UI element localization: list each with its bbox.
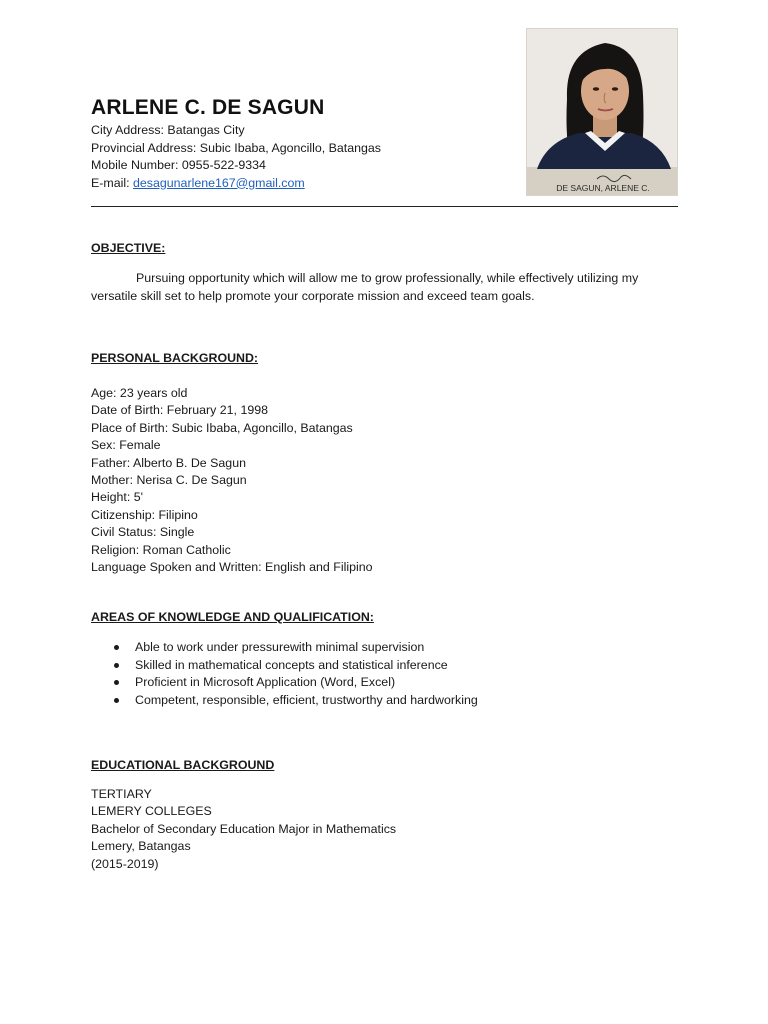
photo-caption: DE SAGUN, ARLENE C.	[556, 183, 650, 193]
education-level: TERTIARY	[91, 787, 152, 801]
email-label: E-mail:	[91, 175, 130, 190]
personal-civil-status: Civil Status: Single	[91, 525, 195, 540]
bullet-icon	[114, 645, 119, 650]
education-location: Lemery, Batangas	[91, 839, 191, 854]
personal-father: Father: Alberto B. De Sagun	[91, 455, 246, 470]
personal-age: Age: 23 years old	[91, 386, 188, 400]
list-item	[110, 657, 478, 675]
personal-birthplace: Place of Birth: Subic Ibaba, Agoncillo, Batangas	[91, 420, 353, 435]
list-item	[110, 692, 478, 710]
personal-sex: Sex: Female	[91, 438, 161, 453]
mobile-number: Mobile Number: 0955-522-9334	[91, 158, 266, 172]
applicant-name: ARLENE C. DE SAGUN	[91, 96, 325, 119]
qualifications-list	[110, 639, 478, 709]
objective-line-1: Pursuing opportunity which will allow me to grow professionally, while effectively utilizing my	[136, 271, 639, 285]
education-degree: Bachelor of Secondary Education Major in Mathematics	[91, 821, 397, 836]
provincial-address: Provincial Address: Subic Ibaba, Agoncillo, Batangas	[91, 140, 381, 155]
personal-citizenship: Citizenship: Filipino	[91, 507, 198, 522]
personal-height: Height: 5'	[91, 490, 143, 505]
bullet-icon	[114, 698, 119, 703]
personal-details	[91, 385, 373, 576]
personal-religion: Religion: Roman Catholic	[91, 542, 231, 557]
objective-heading: OBJECTIVE:	[91, 241, 166, 255]
education-years: (2015-2019)	[91, 856, 159, 871]
header-divider	[91, 206, 678, 207]
list-item	[110, 639, 478, 657]
portrait-image	[527, 29, 678, 196]
education-details	[91, 786, 396, 873]
qualification-text: Competent, responsible, efficient, trustworthy and hardworking	[135, 692, 478, 707]
education-school: LEMERY COLLEGES	[91, 804, 212, 819]
bullet-icon	[114, 663, 119, 668]
bullet-icon	[114, 680, 119, 685]
personal-mother: Mother: Nerisa C. De Sagun	[91, 473, 247, 488]
email-link[interactable]: desagunarlene167@gmail.com	[133, 175, 305, 190]
objective-text	[91, 270, 681, 305]
objective-line-2: versatile skill set to help promote your corporate mission and exceed team goals.	[91, 288, 535, 303]
list-item	[110, 674, 478, 692]
personal-dob: Date of Birth: February 21, 1998	[91, 403, 269, 418]
qualification-text: Proficient in Microsoft Application (Word, Excel)	[135, 675, 396, 690]
qualification-text: Skilled in mathematical concepts and statistical inference	[135, 657, 448, 672]
applicant-photo	[526, 28, 678, 196]
personal-heading: PERSONAL BACKGROUND:	[91, 351, 259, 365]
education-heading: EDUCATIONAL BACKGROUND	[91, 758, 275, 772]
city-address: City Address: Batangas City	[91, 123, 245, 137]
contact-block	[91, 122, 381, 192]
qualification-text: Able to work under pressurewith minimal supervision	[135, 640, 425, 654]
email-line	[91, 175, 381, 193]
personal-language: Language Spoken and Written: English and Filipino	[91, 560, 373, 575]
qualifications-heading: AREAS OF KNOWLEDGE AND QUALIFICATION:	[91, 610, 374, 624]
